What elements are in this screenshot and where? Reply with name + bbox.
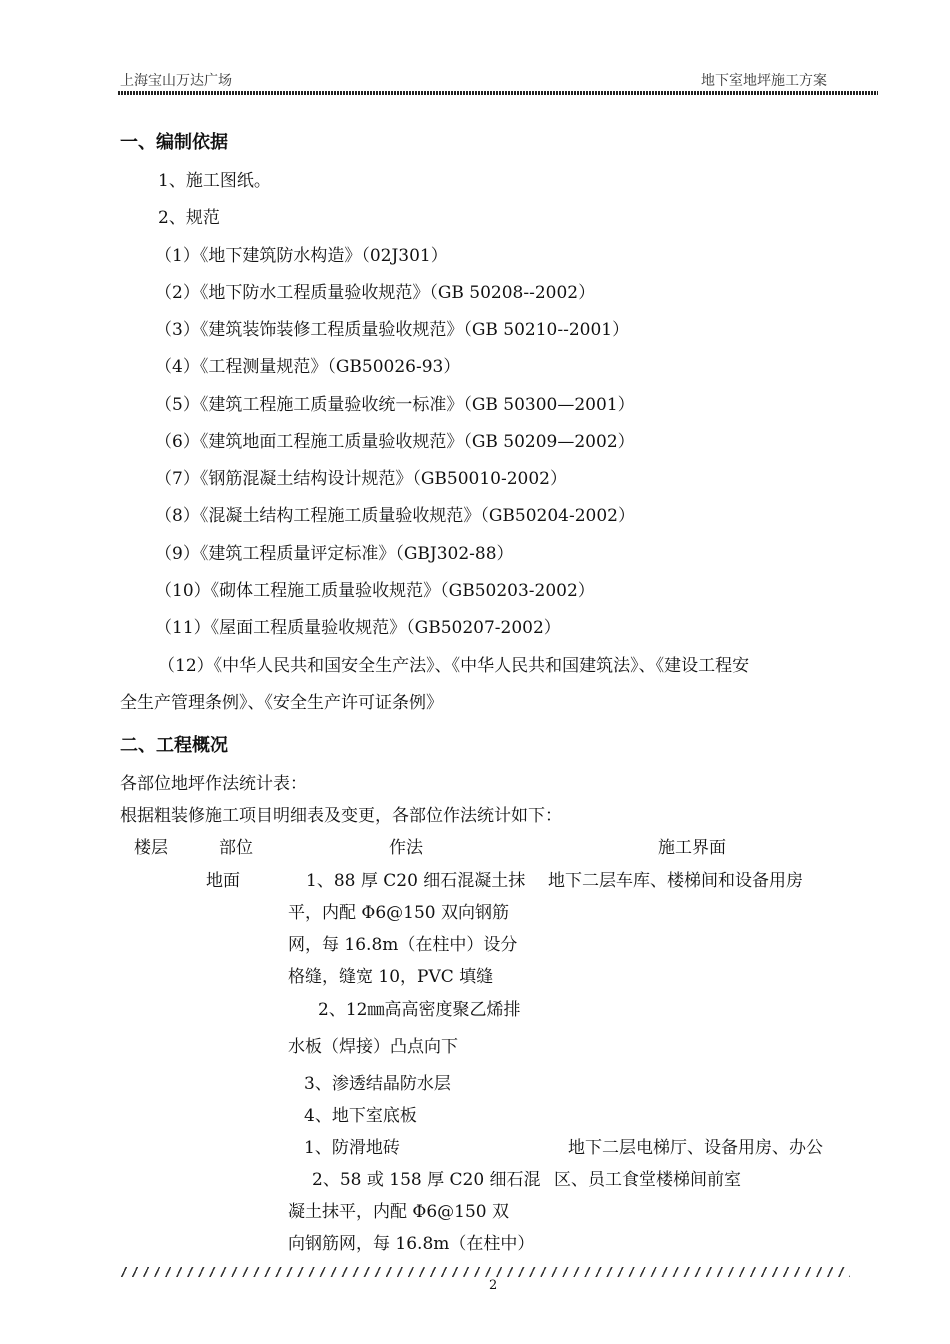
spec-item: （10）《砌体工程施工质量验收规范》（GB50203-2002） — [155, 581, 595, 601]
table-cell-method: 格缝，缝宽 10，PVC 填缝 — [288, 967, 494, 987]
table-cell-interface: 地下二层电梯厅、设备用房、办公 — [568, 1138, 823, 1158]
table-cell-method: 网，每 16.8m（在柱中）设分 — [288, 935, 518, 955]
footer-rule — [120, 1267, 850, 1277]
header-left: 上海宝山万达广场 — [120, 73, 232, 89]
spec-item: （7）《钢筋混凝土结构设计规范》（GB50010-2002） — [155, 469, 567, 489]
spec-item: （1）《地下建筑防水构造》（02J301） — [155, 246, 448, 266]
table-cell-method: 2、58 或 158 厚 C20 细石混 — [312, 1170, 541, 1190]
table-header-floor: 楼层 — [134, 838, 168, 858]
table-header-method: 作法 — [389, 838, 423, 858]
spec-item: （11）《屋面工程质量验收规范》（GB50207-2002） — [155, 618, 561, 638]
header-right: 地下室地坪施工方案 — [701, 73, 827, 89]
table-header-interface: 施工界面 — [658, 838, 726, 858]
spec-item: （3）《建筑装饰装修工程质量验收规范》（GB 50210--2001） — [155, 320, 630, 340]
table-cell-method: 2、12㎜高高密度聚乙烯排 — [318, 1000, 521, 1020]
table-cell-method: 1、88 厚 C20 细石混凝土抹 — [306, 871, 526, 891]
table-header-part: 部位 — [219, 838, 253, 858]
section2-intro: 各部位地坪作法统计表： — [120, 774, 307, 794]
table-cell-method: 4、地下室底板 — [304, 1106, 417, 1126]
section2-intro2: 根据粗装修施工项目明细表及变更，各部位作法统计如下： — [120, 806, 562, 826]
basis-item: 2、规范 — [158, 208, 220, 228]
spec-item: （8）《混凝土结构工程施工质量验收规范》（GB50204-2002） — [155, 506, 635, 526]
spec-item: （9）《建筑工程质量评定标准》（GBJ302-88） — [155, 544, 514, 564]
spec-item: （2）《地下防水工程质量验收规范》（GB 50208--2002） — [155, 283, 596, 303]
table-cell-method: 3、渗透结晶防水层 — [304, 1074, 451, 1094]
spec-item-continued: 全生产管理条例》、《安全生产许可证条例》 — [120, 693, 443, 713]
page-number: 2 — [489, 1278, 498, 1293]
spec-item: （6）《建筑地面工程施工质量验收规范》（GB 50209—2002） — [155, 432, 635, 452]
spec-item: （4）《工程测量规范》（GB50026-93） — [155, 357, 461, 377]
spec-item: （12）《中华人民共和国安全生产法》、《中华人民共和国建筑法》、《建设工程安 — [158, 656, 750, 676]
table-cell-interface: 地下二层车库、楼梯间和设备用房 — [548, 871, 803, 891]
basis-item: 1、施工图纸。 — [158, 171, 271, 191]
table-cell-part: 地面 — [206, 871, 240, 891]
table-cell-interface: 区、员工食堂楼梯间前室 — [554, 1170, 741, 1190]
spec-item: （5）《建筑工程施工质量验收统一标准》（GB 50300—2001） — [155, 395, 635, 415]
header-rule — [118, 91, 878, 95]
section2-title: 二、工程概况 — [120, 735, 228, 756]
section1-title: 一、编制依据 — [120, 132, 228, 153]
table-cell-method: 凝土抹平，内配 Φ6@150 双 — [288, 1202, 510, 1222]
table-cell-method: 水板（焊接）凸点向下 — [288, 1037, 458, 1057]
table-cell-method: 1、防滑地砖 — [304, 1138, 400, 1158]
table-cell-method: 平，内配 Φ6@150 双向钢筋 — [288, 903, 510, 923]
table-cell-method: 向钢筋网，每 16.8m（在柱中） — [288, 1234, 535, 1254]
